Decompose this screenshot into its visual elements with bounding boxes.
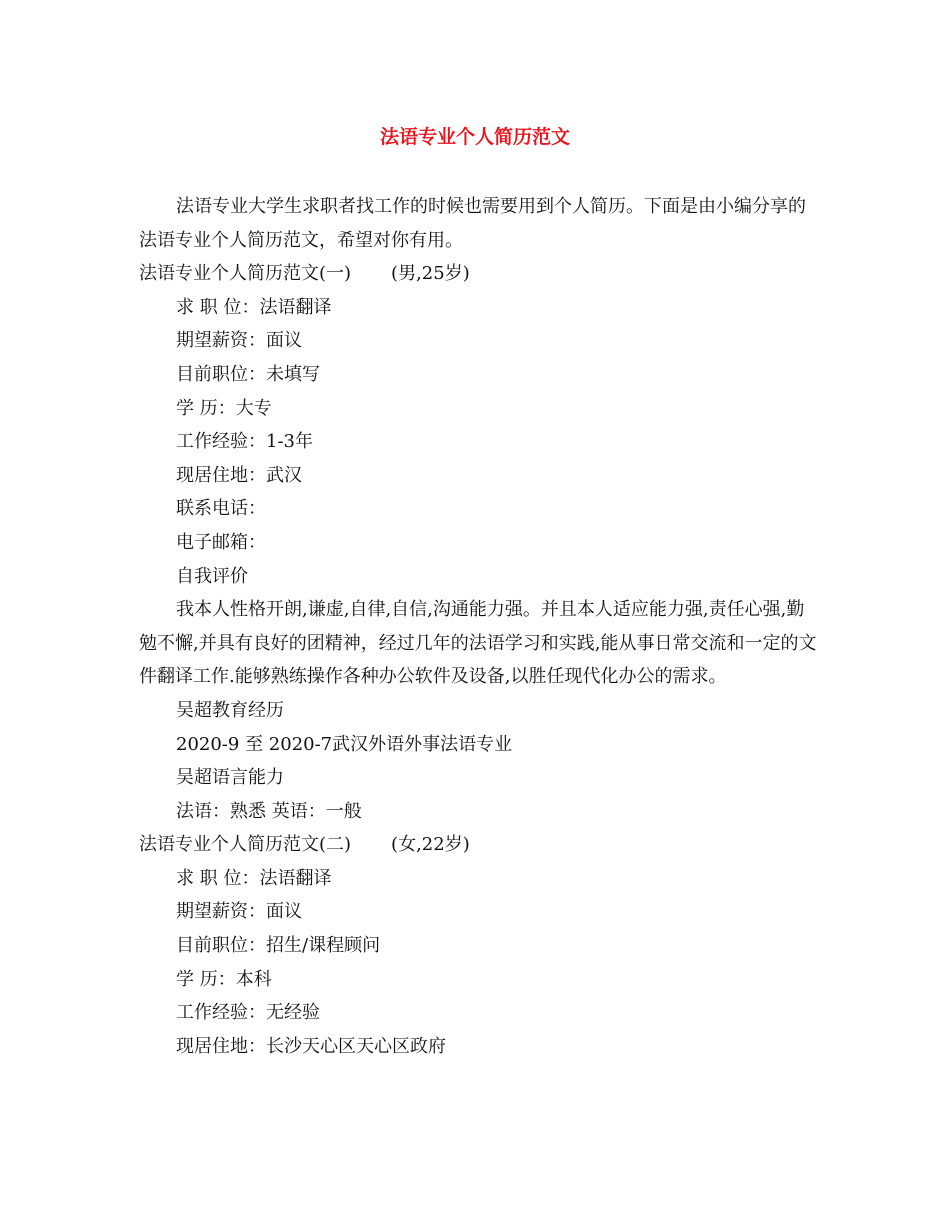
resume-2-age: (女,22岁) [391,834,470,856]
resume-1-field: 求 职 位：法语翻译 [176,296,332,318]
resume-1-heading [139,257,819,291]
resume-1-field: 学 历：大专 [176,397,272,419]
resume-1-field: 电子邮箱： [176,531,266,553]
resume-1-age: (男,25岁) [391,263,470,285]
resume-1-language-entry: 法语：熟悉 英语：一般 [176,800,362,822]
resume-1-self-evaluation: 我本人性格开朗,谦虚,自律,自信,沟通能力强。并且本人适应能力强,责任心强,勤勉不懈,并具有良好的团精神，经过几年的法语学习和实践,能从事日常交流和一定的文件翻译工作.能够熟练操作各种办公软件及设备,以胜任现代化办公的需求。 [139,599,817,688]
resume-1-field: 目前职位：未填写 [176,363,320,385]
resume-1-language-heading: 吴超语言能力 [176,767,284,789]
resume-2-field: 期望薪资：面议 [176,901,302,923]
resume-1-field: 自我评价 [176,565,248,587]
resume-2-heading-text: 法语专业个人简历范文(二) [139,834,352,856]
resume-2-field: 求 职 位：法语翻译 [176,867,332,889]
resume-1-field: 联系电话： [176,498,266,520]
resume-2-field: 学 历：本科 [176,968,272,990]
resume-2-field: 目前职位：招生/课程顾问 [176,935,381,957]
resume-1-education-entry: 2020-9 至 2020-7武汉外语外事法语专业 [176,733,513,755]
resume-2-field: 现居住地：长沙天心区天心区政府 [176,1035,446,1057]
resume-1-field: 工作经验：1-3年 [176,431,313,453]
document-title: 法语专业个人简历范文 [379,126,570,148]
resume-2-field: 工作经验：无经验 [176,1002,320,1024]
resume-1-heading-text: 法语专业个人简历范文(一) [139,263,352,285]
intro-paragraph: 法语专业大学生求职者找工作的时候也需要用到个人简历。下面是由小编分享的法语专业个人简历范文，希望对你有用。 [139,196,806,251]
resume-1-education-heading: 吴超教育经历 [176,699,284,721]
resume-1-field: 现居住地：武汉 [176,464,302,486]
resume-1-field: 期望薪资：面议 [176,330,302,352]
document-body [139,190,819,1063]
resume-2-heading [139,828,819,862]
